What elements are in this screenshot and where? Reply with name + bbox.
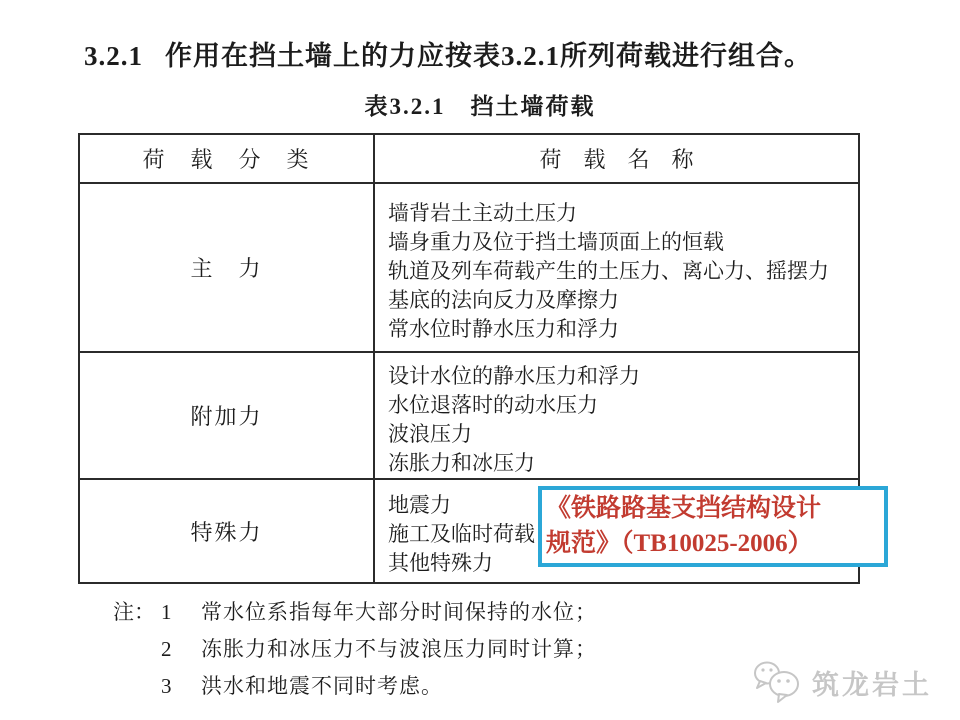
load-item: 墙背岩土主动土压力 bbox=[388, 201, 577, 225]
notes-block bbox=[113, 594, 793, 705]
category-label-special-force: 特殊力 bbox=[80, 480, 375, 582]
load-item: 地震力 bbox=[388, 493, 451, 517]
standard-reference-callout bbox=[538, 486, 888, 567]
brand-name: 筑龙岩土 bbox=[812, 669, 932, 700]
load-item: 施工及临时荷载 bbox=[388, 522, 535, 546]
header-load-category: 荷 载 分 类 bbox=[80, 135, 375, 182]
header-load-name: 荷 载 名 称 bbox=[539, 147, 694, 172]
load-item: 常水位时静水压力和浮力 bbox=[388, 317, 619, 341]
section-number: 3.2.1 bbox=[84, 41, 143, 71]
load-item: 冻胀力和冰压力 bbox=[388, 451, 535, 475]
note-text: 洪水和地震不同时考虑。 bbox=[201, 674, 443, 698]
section-heading bbox=[84, 34, 924, 73]
load-items-main-force bbox=[375, 184, 858, 351]
callout-text-line2: 规范》（TB10025-2006） bbox=[546, 530, 813, 557]
category-label-additional-force: 附加力 bbox=[80, 353, 375, 478]
note-item-1 bbox=[113, 594, 793, 631]
load-item: 其他特殊力 bbox=[388, 551, 493, 575]
load-item: 水位退落时的动水压力 bbox=[388, 393, 598, 417]
table-row-additional-force bbox=[80, 351, 858, 478]
load-item: 轨道及列车荷载产生的土压力、离心力、摇摆力 bbox=[388, 259, 829, 283]
load-item: 墙身重力及位于挡土墙顶面上的恒载 bbox=[388, 230, 724, 254]
category-label-main-force: 主 力 bbox=[80, 184, 375, 351]
notes-label: 注： bbox=[113, 600, 155, 624]
notes-label-spacer bbox=[113, 631, 161, 668]
note-number: 2 bbox=[161, 637, 172, 661]
note-item-3 bbox=[113, 668, 793, 705]
callout-text-line1: 《铁路路基支挡结构设计 bbox=[546, 495, 822, 522]
load-items-additional-force bbox=[375, 353, 858, 478]
note-number: 1 bbox=[161, 600, 172, 624]
note-item-2 bbox=[113, 631, 793, 668]
notes-label-spacer bbox=[113, 668, 161, 705]
section-title-text: 作用在挡土墙上的力应按表3.2.1所列荷载进行组合。 bbox=[165, 41, 812, 71]
load-item: 波浪压力 bbox=[388, 422, 472, 446]
note-text: 常水位系指每年大部分时间保持的水位； bbox=[201, 600, 597, 624]
load-item: 设计水位的静水压力和浮力 bbox=[388, 364, 640, 388]
table-caption: 表3.2.1 挡土墙荷载 bbox=[364, 94, 596, 119]
note-text: 冻胀力和冰压力不与波浪压力同时计算； bbox=[201, 637, 597, 661]
table-row-main-force bbox=[80, 182, 858, 351]
chat-bubbles-icon bbox=[752, 659, 804, 705]
table-header-row bbox=[80, 135, 858, 182]
note-number: 3 bbox=[161, 674, 172, 698]
brand-watermark bbox=[752, 653, 956, 711]
load-item: 基底的法向反力及摩擦力 bbox=[388, 288, 619, 312]
